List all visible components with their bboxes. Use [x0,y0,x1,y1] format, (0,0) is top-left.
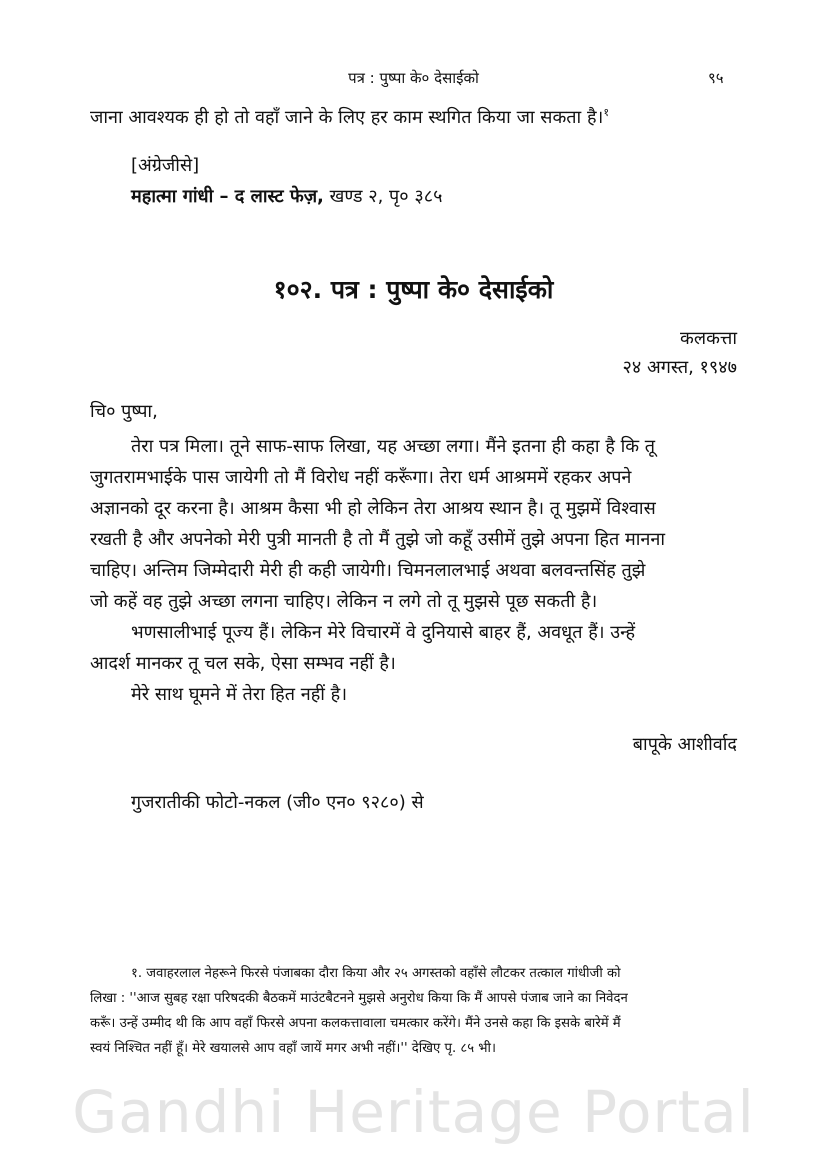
body-line: अज्ञानको दूर करना है। आश्रम कैसा भी हो लेकिन तेरा आश्रय स्थान है। तू मुझमें विश्वास [90,498,656,519]
body-line: चाहिए। अन्तिम जिम्मेदारी मेरी ही कही जायेगी। चिमनलालभाई अथवा बलवन्तसिंह तुझे [90,560,646,581]
body-line: जो कहें वह तुझे अच्छा लगना चाहिए। लेकिन न लगे तो तू मुझसे पूछ सकती है। [90,591,598,612]
signoff: बापूके आशीर्वाद [632,734,737,755]
footnote-line: स्वयं निश्चित नहीं हूँ। मेरे खयालसे आप वहाँ जायें मगर अभी नहीं।'' देखिए पृ. ८५ भी। [90,1041,496,1056]
footnote-line: करूँ। उन्हें उम्मीद थी कि आप वहाँ फिरसे अपना कलकत्तावाला चमत्कार करेंगे। मैंने उनसे कहा कि इसके बारेमें मैं [90,1016,621,1031]
previous-letter-tail [90,97,609,133]
language-note: [अंग्रेजीसे] [131,155,200,176]
body-line: मेरे साथ घूमने में तेरा हित नहीं है। [131,684,348,705]
source-title: महात्मा गांधी – द लास्ट फेज़, [131,186,324,207]
body-line: आदर्श मानकर तू चल सके, ऐसा सम्भव नहीं है। [90,653,396,674]
watermark: Gandhi Heritage Portal [72,1078,755,1146]
footnote-line: १. जवाहरलाल नेहरूने फिरसे पंजाबका दौरा किया और २५ अगस्तको वहाँसे लौटकर तत्काल गांधीजी को [131,966,621,981]
letter-date: २४ अगस्त, १९४७ [622,357,737,378]
source-citation [131,181,442,212]
letter-title: १०२. पत्र : पुष्पा के० देसाईको [273,275,554,304]
body-line: जुगतरामभाईके पास जायेगी तो मैं विरोध नहीं करूँगा। तेरा धर्म आश्रममें रहकर अपने [90,467,632,488]
page-number: ९५ [708,69,724,87]
salutation: चि० पुष्पा, [90,401,158,422]
footnote-line: लिखा : ''आज सुबह रक्षा परिषदकी बैठकमें माउंटबैटनने मुझसे अनुरोध किया कि मैं आपसे पंजाब जाने का निवेदन [90,991,628,1006]
footnote-mark: १ [603,106,610,119]
body-line: तेरा पत्र मिला। तूने साफ-साफ लिखा, यह अच्छा लगा। मैंने इतना ही कहा है कि तू [131,436,656,457]
letter-source: गुजरातीकी फोटो-नकल (जी० एन० ९२८०) से [131,792,424,813]
letter-place: कलकत्ता [680,328,737,349]
body-line: भणसालीभाई पूज्य हैं। लेकिन मेरे विचारमें वे दुनियासे बाहर हैं, अवधूत हैं। उन्हें [131,622,636,643]
running-title: पत्र : पुष्पा के० देसाईको [348,69,479,87]
body-line: रखती है और अपनेको मेरी पुत्री मानती है तो मैं तुझे जो कहूँ उसीमें तुझे अपना हित मानना [90,529,666,550]
source-ref: खण्ड २, पृ० ३८५ [323,186,443,207]
previous-letter-line: जाना आवश्यक ही हो तो वहाँ जाने के लिए हर काम स्थगित किया जा सकता है। [90,107,604,128]
